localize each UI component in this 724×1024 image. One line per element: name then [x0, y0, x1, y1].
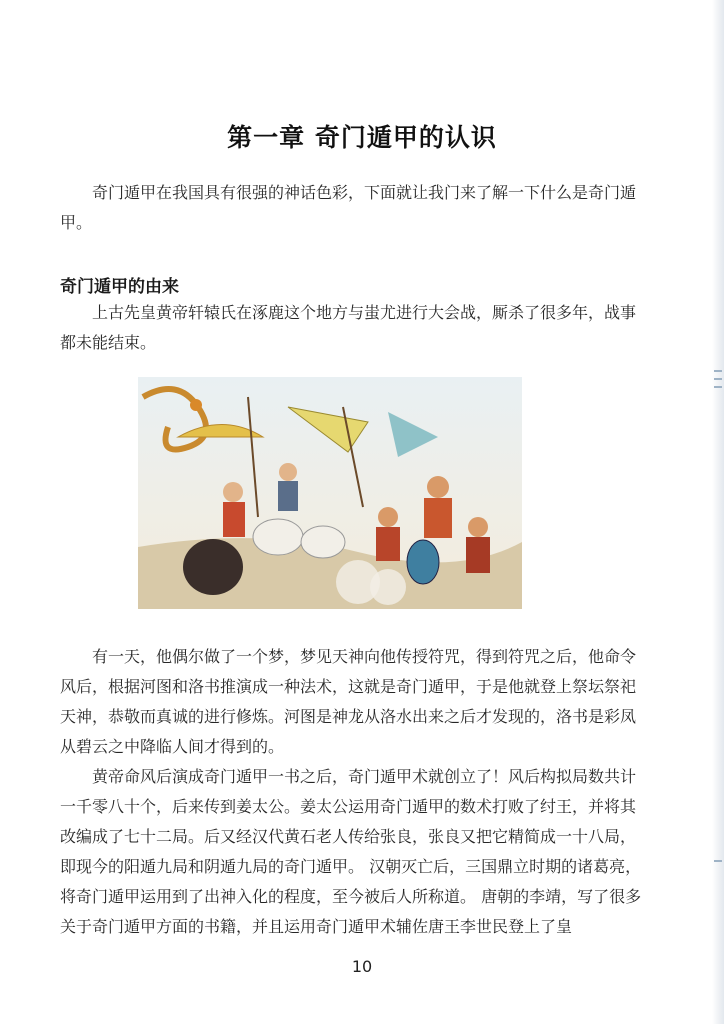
battle-illustration — [138, 377, 522, 609]
chapter-title: 第一章 奇门遁甲的认识 — [227, 123, 497, 152]
paragraph-3: 黄帝命风后演成奇门遁甲一书之后，奇门遁甲术就创立了！风后构拟局数共计一千零八十个，后来传到姜太公。姜太公运用奇门遁甲的数术打败了纣王，并将其改编成了七十二局。后又经汉代黄石老人传给张良，张良又把它精简成一十八局，即现今的阳遁九局和阴遁九局的奇门遁甲。 汉朝灭亡后，三国鼎立时期的诸葛亮，将奇门遁甲运用到了出神入化的程度，至今被后人所称道。 唐朝的李靖，写了很多关于奇门遁甲方面的书籍，并且运用奇门遁甲术辅佐唐王李世民登上了皇 — [60, 767, 642, 936]
section-heading: 奇门遁甲的由来 — [60, 277, 179, 297]
edge-mark — [714, 370, 722, 372]
edge-mark — [714, 378, 722, 380]
edge-mark — [714, 386, 722, 388]
paragraph-1: 上古先皇黄帝轩辕氏在涿鹿这个地方与蚩尤进行大会战，厮杀了很多年，战事都未能结束。 — [60, 303, 637, 352]
edge-mark — [714, 860, 722, 862]
page-number: 10 — [351, 957, 373, 976]
paragraph-2: 有一天，他偶尔做了一个梦，梦见天神向他传授符咒，得到符咒之后，他命令风后，根据河图和洛书推演成一种法术，这就是奇门遁甲，于是他就登上祭坛祭祀天神，恭敬而真诚的进行修炼。河图是神龙从洛水出来之后才发现的，洛书是彩凤从碧云之中降临人间才得到的。 — [60, 647, 637, 756]
intro-paragraph: 奇门遁甲在我国具有很强的神话色彩，下面就让我门来了解一下什么是奇门遁甲。 — [60, 183, 637, 232]
